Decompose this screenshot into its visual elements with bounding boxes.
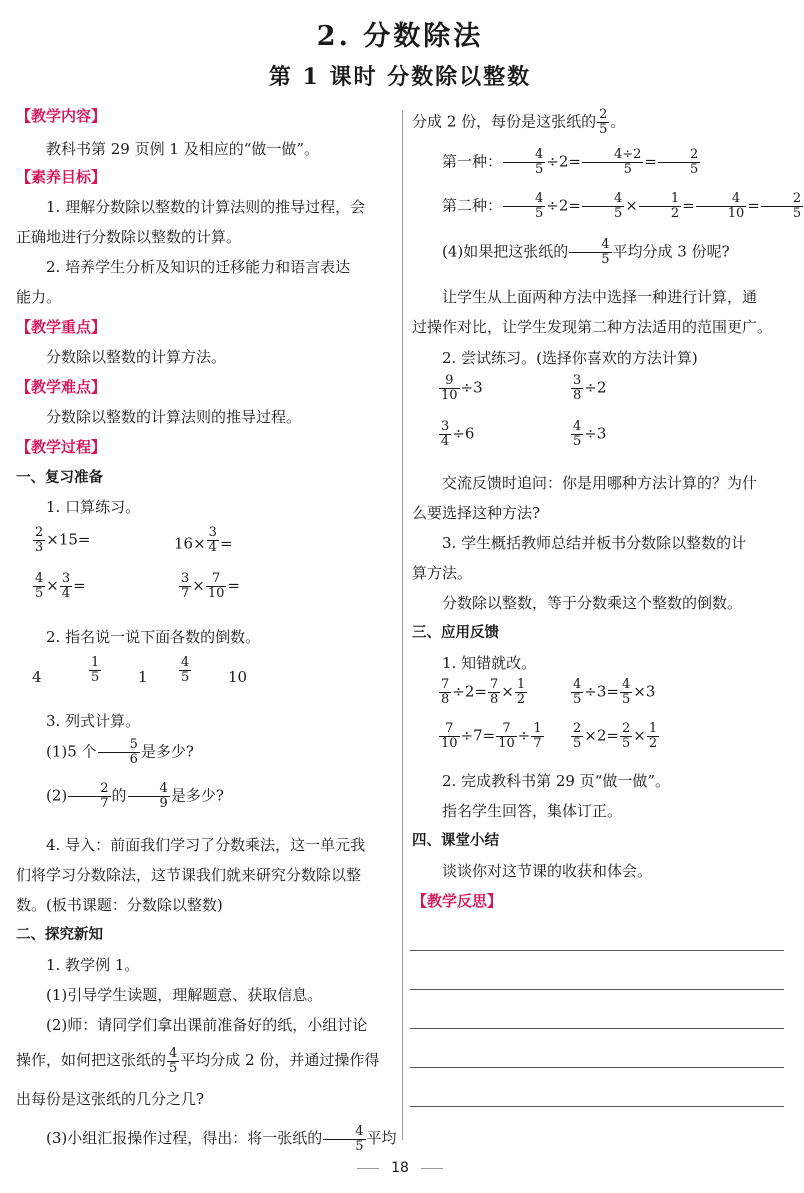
lesson-subtitle: 第 1 课时 分数除以整数: [268, 64, 532, 90]
fraction: $\frac{4}{9}$: [128, 782, 170, 811]
question-4: (4)如果把这张纸的 $\frac{4}{5}$ 平均分成 3 份呢?: [442, 237, 730, 267]
division-rule: 分数除以整数，等于分数乘这个整数的倒数。: [442, 594, 743, 612]
reflection-line[interactable]: [410, 1067, 784, 1068]
fix-row-2: [412, 722, 784, 766]
number: 10: [228, 668, 248, 686]
fraction: $\frac{3}{7}$: [181, 571, 190, 601]
oral-math-row-2: [16, 572, 394, 618]
page-title: 2. 分数除法: [316, 21, 484, 52]
oral-math-row-1: [16, 526, 394, 572]
fraction: $\frac{4}{5}$: [181, 655, 190, 685]
fraction: $\frac{2}{5}$: [658, 148, 700, 177]
fraction: $\frac{3}{4}$: [61, 571, 71, 601]
difficulty-text: 分数除以整数的计算法则的推导过程。: [46, 408, 302, 426]
heading-explore: 二、探究新知: [16, 927, 103, 943]
number: 4: [32, 668, 42, 686]
step-2-line-2: 操作，如何把这张纸的 $\frac{4}{5}$ 平均分成 2 份，并通过操作得: [16, 1045, 380, 1076]
calc-label: 3. 列式计算。: [46, 712, 141, 730]
expr: $\frac{7}{10}$ ÷7= $\frac{7}{10}$ ÷ $\frac{1}{7}$: [441, 721, 542, 751]
intro-line-1: 4. 导入：前面我们学习了分数乘法，这一单元我: [46, 836, 366, 854]
oral-practice-label: 1. 口算练习。: [46, 498, 141, 516]
expr: $\frac{4}{5}$ ÷3= $\frac{4}{5}$ ×3: [573, 677, 656, 707]
reflection-line[interactable]: [410, 989, 784, 990]
fraction: $\frac{4}{5}$: [569, 238, 611, 267]
fraction: $\frac{5}{6}$: [98, 738, 140, 767]
heading-application: 三、应用反馈: [412, 625, 499, 641]
expr: $\frac{7}{8}$ ÷2= $\frac{7}{8}$ × $\frac{1}{2}$: [441, 677, 526, 707]
expr: $\frac{9}{10}$ ÷3: [441, 373, 483, 403]
page-footer: [0, 1160, 800, 1176]
left-column: [16, 107, 397, 1158]
fraction: $\frac{4\div 2}{5}$: [582, 148, 643, 177]
step-2-line-1: (2)师：请同学们拿出课前准备好的纸，小组讨论: [46, 1016, 368, 1034]
summary-talk: 谈谈你对这节课的收获和体会。: [442, 862, 653, 880]
expr: $\frac{4}{5}$ ÷3: [573, 419, 607, 449]
expr: $\frac{3}{8}$ ÷2: [573, 373, 607, 403]
right-column: [412, 107, 802, 916]
step-3: (3)小组汇报操作过程，得出：将一张纸的 $\frac{4}{5}$ 平均: [46, 1123, 397, 1154]
fraction: $\frac{1}{2}$: [639, 192, 681, 221]
footer-dash: [421, 1168, 443, 1169]
step-3-continued: 分成 2 份，每份是这张纸的 $\frac{2}{5}$ 。: [412, 107, 626, 137]
goal-2-line-2: 能力。: [16, 288, 62, 306]
fraction: $\frac{2}{7}$: [68, 782, 110, 811]
section-teaching-content: 【教学内容】: [16, 107, 107, 125]
ask-line-2: 么要选择这种方法?: [412, 504, 541, 522]
choose-line-2: 过操作对比，让学生发现第二种方法适用的范围更广。: [412, 318, 773, 336]
expr-b: 16× $\frac{3}{4}$ =: [174, 525, 233, 555]
fix-row-1: [412, 678, 784, 722]
column-divider: [402, 110, 403, 1140]
fraction: $\frac{4}{10}$: [696, 192, 747, 221]
calc-question-2: (2) $\frac{2}{7}$ 的 $\frac{4}{9}$ 是多少?: [46, 781, 224, 811]
reciprocal-row: [16, 656, 394, 704]
try-row-2: [412, 420, 784, 466]
goal-2-line-1: 2. 培养学生分析及知识的迁移能力和语言表达: [46, 258, 351, 276]
fraction: $\frac{4}{5}$: [323, 1125, 365, 1154]
method-2: 第二种： $\frac{4}{5}$ ÷2= $\frac{4}{5}$ × $\frac{1}{2}$ = $\frac{4}{10}$ = $\frac{2}{5}$: [442, 191, 802, 221]
calc-question-1: (1)5 个 $\frac{5}{6}$ 是多少?: [46, 737, 194, 767]
page-number: 18: [391, 1160, 409, 1176]
fraction: $\frac{2}{5}$: [599, 107, 608, 137]
fraction: $\frac{4}{5}$: [503, 192, 545, 221]
textbook-exercise: 2. 完成教科书第 29 页“做一做”。: [442, 772, 671, 790]
fix-label: 1. 知错就改。: [442, 654, 537, 672]
fraction: $\frac{2}{5}$: [761, 192, 803, 221]
reflection-line[interactable]: [410, 1028, 784, 1029]
fraction: $\frac{4}{5}$: [503, 148, 545, 177]
key-point-text: 分数除以整数的计算方法。: [46, 348, 227, 366]
section-goals: 【素养目标】: [16, 168, 107, 186]
reflection-line[interactable]: [410, 950, 784, 951]
heading-review: 一、复习准备: [16, 470, 103, 486]
method-1: 第一种： $\frac{4}{5}$ ÷2= $\frac{4\div 2}{5}$ = $\frac{2}{5}$: [442, 147, 699, 177]
try-practice-label: 2. 尝试练习。(选择你喜欢的方法计算): [442, 349, 698, 367]
expr-c: $\frac{4}{5}$ × $\frac{3}{4}$ =: [35, 571, 86, 601]
example-1-label: 1. 教学例 1。: [46, 956, 140, 974]
expr-d: $\frac{3}{7}$ × $\frac{7}{10}$ =: [181, 571, 240, 601]
try-row-1: [412, 374, 784, 420]
expr: $\frac{3}{4}$ ÷6: [441, 419, 475, 449]
intro-line-2: 们将学习分数除法，这节课我们就来研究分数除以整: [16, 866, 362, 884]
section-key-point: 【教学重点】: [16, 318, 107, 336]
fraction: $\frac{4}{5}$: [169, 1045, 178, 1076]
section-difficulty: 【教学难点】: [16, 378, 107, 396]
expr-a: $\frac{2}{3}$ ×15=: [35, 525, 91, 555]
footer-dash: [357, 1168, 379, 1169]
expr: $\frac{2}{5}$ ×2= $\frac{2}{5}$ × $\frac{1}{2}$: [573, 721, 658, 751]
heading-summary: 四、课堂小结: [412, 833, 499, 849]
reflection-line[interactable]: [410, 1106, 784, 1107]
fraction: $\frac{4}{5}$: [582, 192, 624, 221]
fraction: $\frac{3}{4}$: [208, 525, 217, 555]
step-2-line-3: 出每份是这张纸的几分之几?: [16, 1090, 205, 1108]
intro-line-3: 数。(板书课题：分数除以整数): [16, 896, 223, 914]
ask-line-1: 交流反馈时追问：你是用哪种方法计算的？为什: [442, 474, 758, 492]
step-1: (1)引导学生读题，理解题意、获取信息。: [46, 986, 323, 1004]
fraction: $\frac{2}{3}$: [35, 525, 44, 555]
summary-line-1: 3. 学生概括教师总结并板书分数除以整数的计: [442, 534, 747, 552]
fraction: $\frac{7}{10}$: [207, 571, 225, 601]
summary-line-2: 算方法。: [412, 564, 473, 582]
section-reflection: 【教学反思】: [412, 892, 503, 910]
goal-1-line-1: 1. 理解分数除以整数的计算法则的推导过程，会: [46, 198, 366, 216]
fraction: $\frac{1}{5}$: [91, 655, 100, 685]
fraction: $\frac{4}{5}$: [35, 571, 44, 601]
reciprocal-label: 2. 指名说一说下面各数的倒数。: [46, 628, 261, 646]
number: 1: [138, 668, 148, 686]
choose-line-1: 让学生从上面两种方法中选择一种进行计算，通: [442, 288, 758, 306]
check-answers: 指名学生回答，集体订正。: [442, 802, 623, 820]
goal-1-line-2: 正确地进行分数除以整数的计算。: [16, 228, 242, 246]
content-text: 教科书第 29 页例 1 及相应的“做一做”。: [46, 140, 320, 158]
section-process: 【教学过程】: [16, 438, 107, 456]
